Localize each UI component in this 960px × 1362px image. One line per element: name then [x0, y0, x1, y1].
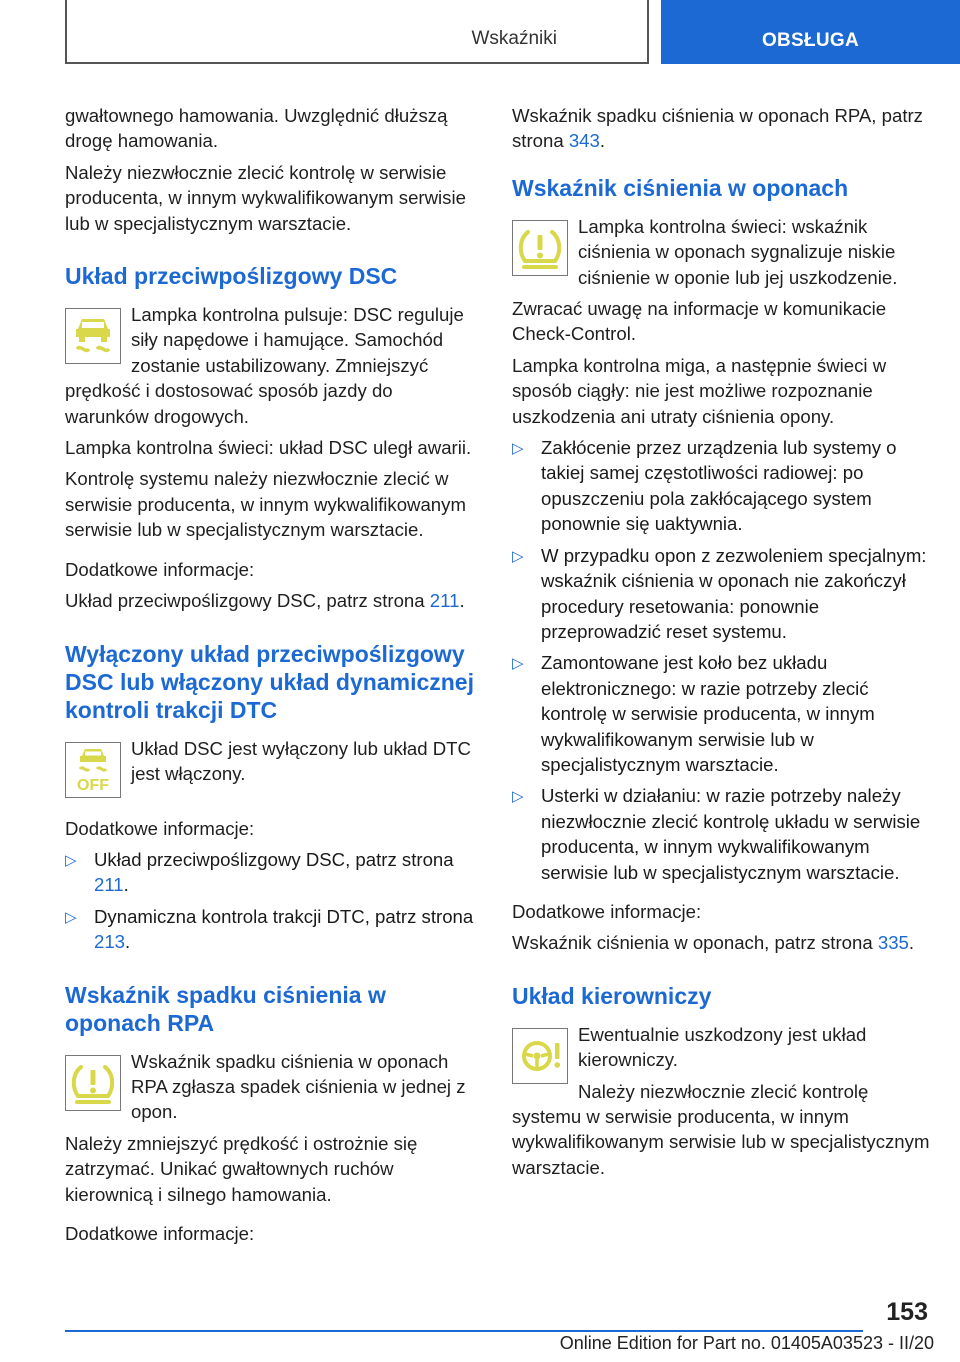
tire-pressure-warning-icon [65, 1055, 121, 1111]
right-column [512, 103, 930, 1186]
list-item: ▷ W przypadku opon z zezwoleniem specjalnym: wskaźnik ciśnienia w oponach nie zakończył procedury resetowania: ponownie przeprowadzić reset systemu. [512, 544, 927, 642]
page-link[interactable]: 335 [877, 932, 909, 954]
dsc-off-block [65, 736, 480, 802]
page-link[interactable]: 211 [429, 590, 460, 612]
list-item: ▷ Układ przeciwpoślizgowy DSC, patrz strona 211. [65, 848, 454, 896]
header-chapter-tab[interactable]: OBSŁUGA [661, 0, 960, 64]
paragraph: Lampka kontrolna świeci: układ DSC uległ awarii. [65, 437, 472, 459]
section-title-dsc-off: Wyłączony układ przeciwpoślizgowy DSC lub włączony układ dynamicznej kontroli trakcji DTC [65, 640, 474, 723]
paragraph: Lampka kontrolna miga, a następnie świeci w sposób ciągły: nie jest możliwe rozpoznanie uszkodzenia ani utraty ciśnienia opony. [512, 354, 887, 427]
left-column [65, 103, 480, 1252]
footer-edition: Online Edition for Part no. 01405A03523 - II/20 [559, 1333, 934, 1353]
bullet-triangle-icon: ▷ [512, 547, 524, 565]
paragraph: Zwracać uwagę na informacje w komunikacie Check-Control. [512, 298, 887, 345]
section-title-dsc: Układ przeciwpoślizgowy DSC [65, 263, 398, 290]
page-reference: Wskaźnik spadku ciśnienia w oponach RPA, patrz strona 343. [512, 105, 923, 152]
page-number: 153 [886, 1298, 928, 1326]
header-frame [65, 0, 649, 64]
steering-block [512, 1022, 930, 1186]
bullet-triangle-icon: ▷ [65, 851, 77, 869]
paragraph: Wskaźnik spadku ciśnienia w oponach RPA zgłasza spadek ciśnienia w jednej z opon. [131, 1050, 466, 1123]
bullet-triangle-icon: ▷ [512, 440, 524, 458]
paragraph: Lampka kontrolna pulsuje: DSC reguluje siły napędowe i hamujące. Samochód zostanie ustabilizowany. Zmniejszyć prędkość i dostosować sposób jazdy do warunków drogowych. [65, 304, 464, 427]
list-item: ▷ Dynamiczna kontrola trakcji DTC, patrz strona 213. [65, 905, 474, 953]
list-item: ▷ Zamontowane jest koło bez układu elektronicznego: w razie potrzeby zlecić kontrolę w serwisie producenta, w innym wykwalifikowanym serwisie lub w specjalistycznym warsztacie. [512, 652, 875, 775]
paragraph: Kontrolę systemu należy niezwłocznie zlecić w serwisie producenta, w innym wykwalifikowanym serwisie lub w specjalistycznym warsztacie. [65, 468, 466, 541]
list-item: ▷ Usterki w działaniu: w razie potrzeby należy niezwłocznie zlecić kontrolę układu w serwisie producenta, w innym wykwalifikowanym serwisie lub w specjalistycznym warsztacie. [512, 785, 921, 883]
section-title-rpa: Wskaźnik spadku ciśnienia w oponach RPA [65, 981, 386, 1036]
page-link[interactable]: 213 [94, 931, 126, 953]
rpa-block [65, 1049, 480, 1131]
page-reference: Wskaźnik ciśnienia w oponach, patrz strona 335. [512, 932, 915, 954]
dsc-skid-icon [65, 308, 121, 364]
tire-pressure-warning-icon [512, 220, 568, 276]
paragraph: gwałtownego hamowania. Uwzględnić dłuższą drogę hamowania. [65, 105, 448, 152]
header-section-title: Wskaźniki [471, 28, 557, 49]
page-link[interactable]: 211 [94, 874, 124, 896]
dsc-block [65, 302, 480, 435]
bullet-triangle-icon: ▷ [512, 788, 524, 806]
dsc-off-icon [65, 742, 121, 798]
additional-info-label: Dodatkowe informacje: [65, 1222, 255, 1244]
footer-divider [65, 1330, 863, 1332]
paragraph: Należy zmniejszyć prędkość i ostrożnie się zatrzymać. Unikać gwałtownych ruchów kierownicą i silnego hamowania. [65, 1132, 418, 1205]
additional-info-label: Dodatkowe informacje: [512, 900, 702, 922]
page-link[interactable]: 343 [568, 130, 600, 152]
paragraph: Układ DSC jest wyłączony lub układ DTC jest włączony. [131, 737, 471, 784]
bullet-list [512, 435, 930, 885]
section-title-steering: Układ kierowniczy [512, 982, 712, 1009]
paragraph: Lampka kontrolna świeci: wskaźnik ciśnienia w oponach sygnalizuje niskie ciśnienie w oponie lub jej uszkodzenie. [578, 215, 898, 288]
reference-list [65, 847, 480, 955]
list-item: ▷ Zakłócenie przez urządzenia lub systemy o takiej samej częstotliwości radiowej: po opuszczeniu pola zakłócającego system ponownie się uaktywnia. [512, 437, 897, 535]
bullet-triangle-icon: ▷ [65, 908, 77, 926]
bullet-triangle-icon: ▷ [512, 655, 524, 673]
tpm-block [512, 214, 930, 296]
page-reference: Układ przeciwpoślizgowy DSC, patrz strona 211. [65, 590, 465, 612]
additional-info-label: Dodatkowe informacje: [65, 558, 255, 580]
paragraph: Ewentualnie uszkodzony jest układ kierowniczy. [578, 1023, 867, 1071]
additional-info-label: Dodatkowe informacje: [65, 817, 255, 839]
steering-warning-icon [512, 1028, 568, 1084]
paragraph: Należy niezwłocznie zlecić kontrolę systemu w serwisie producenta, w innym wykwalifikowanym serwisie lub w specjalistycznym warsztacie. [512, 1080, 930, 1178]
section-title-tire-pressure: Wskaźnik ciśnienia w oponach [512, 174, 849, 201]
svg-text:OFF: OFF [77, 776, 109, 794]
paragraph: Należy niezwłocznie zlecić kontrolę w serwisie producenta, w innym wykwalifikowanym serwisie lub w specjalistycznym warsztacie. [65, 161, 466, 234]
